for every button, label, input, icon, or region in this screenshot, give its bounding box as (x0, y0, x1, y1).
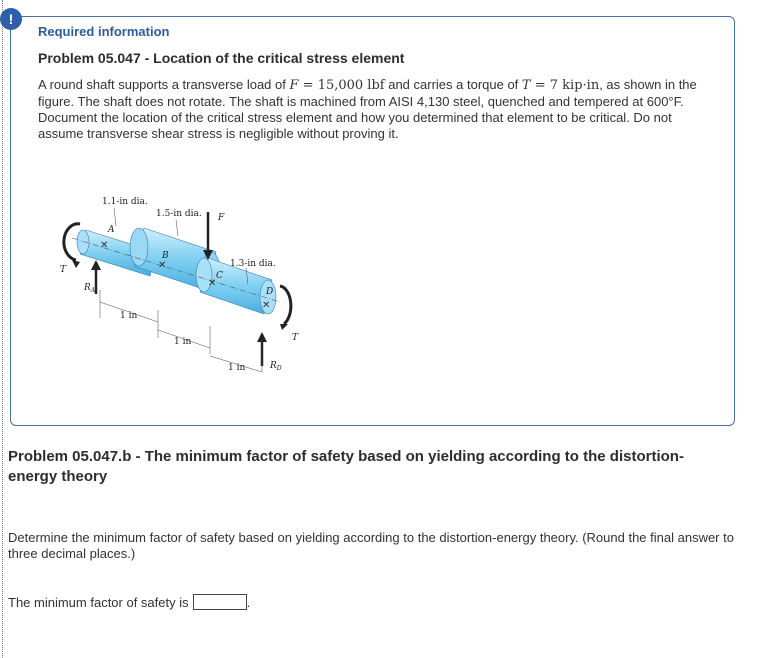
factor-of-safety-input[interactable] (193, 594, 247, 610)
label-point-c: C (216, 271, 223, 281)
svg-text:✕: ✕ (100, 240, 109, 251)
label-point-d: D (266, 287, 274, 297)
label-reaction-d (269, 361, 282, 372)
problem-statement (38, 77, 698, 142)
shaft-body (72, 228, 280, 314)
label-dim-1: 1 in (120, 311, 138, 321)
torque-symbol: T (521, 78, 531, 93)
label-reaction-a-sub: A (90, 287, 96, 294)
label-force: F (218, 213, 225, 223)
shaft-figure (58, 190, 308, 390)
svg-text:✕: ✕ (158, 260, 167, 271)
label-point-a: A (108, 225, 115, 235)
problem-title: Problem 05.047 - Location of the critical stress element (38, 50, 405, 66)
problem-text-part: and carries a torque of (384, 77, 522, 92)
subproblem-title: Problem 05.047.b - The minimum factor of safety based on yielding according to the distortion-energy theory (8, 448, 684, 485)
required-information-heading: Required information (38, 24, 170, 39)
label-dia-3: 1.3-in dia. (230, 259, 276, 269)
answer-suffix: . (246, 594, 251, 610)
label-reaction-d-main: R (270, 361, 277, 371)
label-point-b: B (162, 251, 169, 261)
alert-icon: ! (0, 8, 22, 30)
equals-sign: = (530, 78, 550, 93)
force-value: 15,000 lbf (317, 78, 385, 93)
answer-row (8, 594, 250, 610)
force-symbol: F (289, 78, 299, 93)
svg-text:✕: ✕ (208, 278, 217, 289)
label-torque-right: T (292, 333, 299, 343)
left-dotted-rule (2, 0, 3, 658)
answer-label: The minimum factor of safety is (8, 594, 189, 610)
instruction-text: Determine the minimum factor of safety based on yielding according to the distortion-energy theory. (Round the final answer to three decimal places.) (8, 530, 734, 561)
label-dia-2: 1.5-in dia. (156, 209, 202, 219)
label-reaction-a-main: R (84, 283, 91, 293)
label-dim-3: 1 in (228, 363, 246, 373)
label-torque-left: T (60, 265, 67, 275)
shaft-diagram (58, 190, 308, 390)
equals-sign: = (298, 78, 318, 93)
problem-text-part: A round shaft supports a transverse load of (38, 77, 290, 92)
label-dia-1: 1.1-in dia. (102, 197, 148, 207)
svg-text:✕: ✕ (262, 300, 271, 311)
label-reaction-a (83, 283, 96, 294)
label-dim-2: 1 in (174, 337, 192, 347)
problem-text-part: , as shown in the figure. The shaft does not rotate. The shaft is machined from AISI 4,130 steel, quenched and tempered at 600°F. Document the location of the critical stress element and how you determined that element to be critical. Do not assume transverse shear stress is negligible without proving it. (38, 77, 697, 141)
torque-value: 7 kip·in (549, 78, 600, 93)
label-reaction-d-sub: D (276, 365, 282, 372)
